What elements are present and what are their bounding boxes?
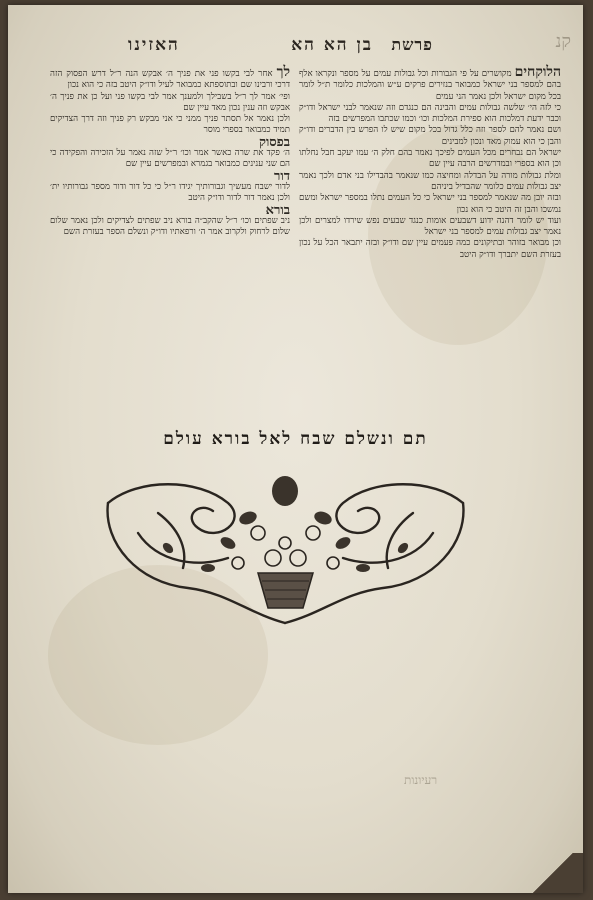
paragraph: ישראל הם נבחרים מכל העמים לפיכך נאמר בהם חלק ה׳ עמו יעקב חבל נחלתו וכן הוא בספרי ובמדרשים הרבה עיין שם xyxy=(299,148,561,170)
running-title: בן הא הא xyxy=(291,35,373,55)
paragraph: ושם נאמר להם לספר וזה כלל גדול בכל מקום שיש לו הפרש בין הדברים ודו״ק והבן כי הוא עמוק מאד ונכון למבינים xyxy=(299,125,561,147)
right-column xyxy=(299,64,562,261)
paragraph: ומלת גבולות מורה על הבדלה ומחיצה כמו שנאמר בהבדילו בני אדם ולכך נאמר יצב גבולות עמים כלומר שהבדיל ביניהם xyxy=(299,170,561,192)
paragraph: ה׳ פקד את שרה כאשר אמר וכו׳ ר״ל שזה נאמר על הזכירה והפקידה כי הם שני ענינים כמבואר בגמרא ובמפרשים עיין שם xyxy=(50,148,290,170)
floral-ornament xyxy=(98,473,473,633)
section-heading: בורא xyxy=(265,202,290,218)
page-header xyxy=(8,31,583,65)
paragraph: ועוד יש לומר דהנה ידוע דשבעים אומות כנגד שבעים נפש שירדו למצרים ולכן נאמר יצב גבולות עמים למספר בני ישראל xyxy=(299,215,561,238)
paragraph: וכן מבואר בזוהר ובתיקונים כמה פעמים עיין שם ודו״ק ובזה יתבאר הכל על נכון בעזרת השם יתברך ודו״ק היטב xyxy=(299,238,561,260)
page-number: קנ xyxy=(555,31,571,52)
paragraph: ניב שפתים וכו׳ ר״ל שהקב״ה בורא ניב שפתים לצדיקים ולכן נאמר שלום שלום לרחוק ולקרוב אמר ה׳ ורפאתיו ודו״ק ונשלם הספר בעזרת השם xyxy=(50,215,290,238)
paragraph: מקושרים על פי הגבורות וכל גבולות עמים על מספר ונקראו אלף בהם למספר בני ישראל כמבואר בנזירים פרקים ע״ש והמלכות כלומר ת״ל לומר בכל מקום ישראל ולכן נאמר הני עמים xyxy=(299,69,561,102)
paragraph: לדור ישבח מעשיך וגבורותיך יגידו ר״ל כי כל דור ודור מספר גבורותיו ית׳ ולכן נאמר דור לדור ודו״ק היטב xyxy=(50,181,290,204)
left-column xyxy=(50,64,290,238)
paragraph: ופי׳ אמר לך ר״ל בשבילך ולמענך אמר לבי בקשו פני ועל כן את פניך ה׳ אבקש וזה ענין נכון מאד עיין שם xyxy=(50,91,290,113)
paragraph: אחר לבי בקשו פני את פניך ה׳ אבקש הנה ר״ל דרש הפסוק הזה דרכי ורבינו שם ובתוספתא כמבואר לעיל ודו״ק היטב בזה כי הוא נכון xyxy=(50,69,290,91)
section-heading: דור xyxy=(274,168,290,184)
paragraph: כי לזה הי׳ שלשה גבולות עמים והבינה הם כנגדם וזה שנאמר לבני ישראל ודו״ק וכבר ידעת דמלכות הוא ספירת המלכות וכו׳ וכמו שכתבו המפרשים בזה xyxy=(299,102,561,125)
parsha-name: האזינו xyxy=(128,35,180,55)
parsha-label: פרשת xyxy=(391,35,433,54)
scanned-page xyxy=(8,5,583,893)
catchword: רעיונות xyxy=(404,773,438,787)
paragraph: ולכן נאמר אל תסתר פניך ממני כי אני מבקש רק פניך וזה דרך הצדיקים תמיד כמבואר בספרי מוסר xyxy=(50,114,290,136)
paragraph: ובזה יובן מה שנאמר למספר בני ישראל כי כל העמים נתלו במספר ישראל ומשם נמשכו והבן זה היטב כי הוא נכון xyxy=(299,193,561,215)
ornament-mask-face xyxy=(272,476,298,506)
section-heading: בפסוק xyxy=(258,134,290,150)
colophon-line: תם ונשלם שבח לאל בורא עולם xyxy=(163,429,428,449)
lead-word: הלוקחים xyxy=(514,64,562,80)
lead-word: לך xyxy=(276,64,290,80)
ornament-basket xyxy=(258,573,313,608)
torn-corner xyxy=(523,853,583,893)
